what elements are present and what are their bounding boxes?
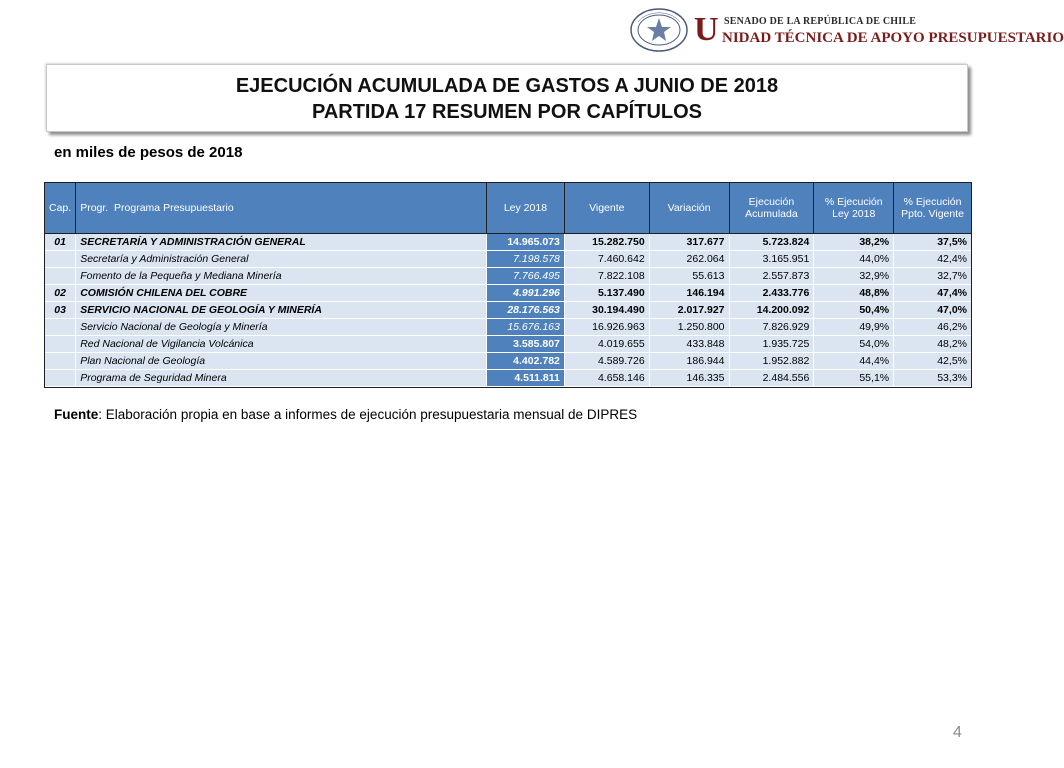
cell-vigente: 7.822.108 — [564, 268, 649, 285]
cell-pct-vigente: 48,2% — [894, 336, 972, 353]
cell-pct-ley: 49,9% — [814, 319, 894, 336]
header-ley: Ley 2018 — [487, 183, 565, 234]
cell-name: SECRETARÍA Y ADMINISTRACIÓN GENERAL — [76, 234, 487, 251]
cell-cap: 02 — [45, 285, 76, 302]
cell-pct-vigente: 53,3% — [894, 370, 972, 387]
cell-name: Red Nacional de Vigilancia Volcánica — [76, 336, 487, 353]
cell-ley: 4.402.782 — [487, 353, 565, 370]
cell-name: Servicio Nacional de Geología y Minería — [76, 319, 487, 336]
cell-ejecucion: 3.165.951 — [729, 251, 814, 268]
cell-pct-ley: 44,0% — [814, 251, 894, 268]
cell-name: Fomento de la Pequeña y Mediana Minería — [76, 268, 487, 285]
units-subtitle: en miles de pesos de 2018 — [54, 144, 243, 161]
cell-variacion: 433.848 — [649, 336, 729, 353]
cell-pct-ley: 38,2% — [814, 234, 894, 251]
cell-ejecucion: 1.935.725 — [729, 336, 814, 353]
cell-ejecucion: 7.826.929 — [729, 319, 814, 336]
header-pct-vigente: % Ejecución Ppto. Vigente — [894, 183, 972, 234]
cell-pct-ley: 32,9% — [814, 268, 894, 285]
cell-variacion: 317.677 — [649, 234, 729, 251]
cell-variacion: 262.064 — [649, 251, 729, 268]
cell-vigente: 4.658.146 — [564, 370, 649, 387]
cell-ley: 14.965.073 — [487, 234, 565, 251]
brand-unit-line: NIDAD TÉCNICA DE APOYO PRESUPUESTARIO — [722, 30, 1064, 46]
cell-ley: 7.766.495 — [487, 268, 565, 285]
cell-variacion: 186.944 — [649, 353, 729, 370]
header-variacion: Variación — [649, 183, 729, 234]
cell-variacion: 146.194 — [649, 285, 729, 302]
header-ejecucion: Ejecución Acumulada — [729, 183, 814, 234]
cell-vigente: 4.019.655 — [564, 336, 649, 353]
cell-variacion: 55.613 — [649, 268, 729, 285]
cell-pct-vigente: 47,0% — [894, 302, 972, 319]
header-programa — [76, 183, 487, 234]
cell-ley: 28.176.563 — [487, 302, 565, 319]
header-progr: Progr. — [80, 202, 109, 214]
cell-pct-vigente: 46,2% — [894, 319, 972, 336]
cell-name: Programa de Seguridad Minera — [76, 370, 487, 387]
header-vigente: Vigente — [564, 183, 649, 234]
cell-ley: 4.511.811 — [487, 370, 565, 387]
cell-pct-ley: 54,0% — [814, 336, 894, 353]
table-row — [45, 353, 972, 370]
page-number: 4 — [953, 724, 962, 741]
cell-ley: 7.198.578 — [487, 251, 565, 268]
cell-cap: 01 — [45, 234, 76, 251]
cell-vigente: 5.137.490 — [564, 285, 649, 302]
cell-variacion: 2.017.927 — [649, 302, 729, 319]
cell-ejecucion: 1.952.882 — [729, 353, 814, 370]
cell-vigente: 16.926.963 — [564, 319, 649, 336]
cell-ley: 15.676.163 — [487, 319, 565, 336]
cell-name: Secretaría y Administración General — [76, 251, 487, 268]
cell-cap — [45, 319, 76, 336]
cell-pct-ley: 55,1% — [814, 370, 894, 387]
page-title-line2: PARTIDA 17 RESUMEN POR CAPÍTULOS — [311, 101, 703, 123]
cell-pct-ley: 44,4% — [814, 353, 894, 370]
cell-pct-vigente: 37,5% — [894, 234, 972, 251]
cell-ley: 3.585.807 — [487, 336, 565, 353]
cell-ejecucion: 5.723.824 — [729, 234, 814, 251]
cell-ejecucion: 14.200.092 — [729, 302, 814, 319]
cell-name: Plan Nacional de Geología — [76, 353, 487, 370]
table-row — [45, 302, 972, 319]
title-box — [46, 64, 968, 132]
source-text: : Elaboración propia en base a informes de ejecución presupuestaria mensual de DIPRES — [98, 407, 638, 422]
brand-senado-line: SENADO DE LA REPÚBLICA DE CHILE — [724, 16, 917, 27]
cell-variacion: 1.250.800 — [649, 319, 729, 336]
cell-cap — [45, 370, 76, 387]
cell-vigente: 15.282.750 — [564, 234, 649, 251]
cell-pct-ley: 48,8% — [814, 285, 894, 302]
cell-cap — [45, 336, 76, 353]
budget-table — [44, 182, 972, 387]
cell-cap — [45, 353, 76, 370]
table-row — [45, 234, 972, 251]
cell-cap: 03 — [45, 302, 76, 319]
cell-vigente: 7.460.642 — [564, 251, 649, 268]
cell-ejecucion: 2.557.873 — [729, 268, 814, 285]
seal-icon — [630, 8, 688, 52]
cell-vigente: 30.194.490 — [564, 302, 649, 319]
table-header-row — [45, 183, 972, 234]
brand-initial: U — [694, 11, 719, 48]
source-label: Fuente — [54, 407, 99, 422]
cell-cap — [45, 268, 76, 285]
cell-pct-vigente: 47,4% — [894, 285, 972, 302]
cell-pct-vigente: 42,4% — [894, 251, 972, 268]
cell-pct-vigente: 42,5% — [894, 353, 972, 370]
header-cap: Cap. — [45, 183, 76, 234]
cell-pct-ley: 50,4% — [814, 302, 894, 319]
source-note — [54, 407, 637, 422]
table-row — [45, 336, 972, 353]
cell-vigente: 4.589.726 — [564, 353, 649, 370]
table-row — [45, 268, 972, 285]
cell-ejecucion: 2.433.776 — [729, 285, 814, 302]
cell-name: SERVICIO NACIONAL DE GEOLOGÍA Y MINERÍA — [76, 302, 487, 319]
table-row — [45, 285, 972, 302]
cell-ley: 4.991.296 — [487, 285, 565, 302]
senado-seal-logo — [630, 8, 688, 52]
table-row — [45, 319, 972, 336]
table-row — [45, 370, 972, 387]
cell-cap — [45, 251, 76, 268]
cell-variacion: 146.335 — [649, 370, 729, 387]
header-programa-label: Programa Presupuestario — [114, 202, 234, 214]
page-title-line1: EJECUCIÓN ACUMULADA DE GASTOS A JUNIO DE 2018 — [235, 75, 779, 97]
table-row — [45, 251, 972, 268]
header-pct-ley: % Ejecución Ley 2018 — [814, 183, 894, 234]
cell-name: COMISIÓN CHILENA DEL COBRE — [76, 285, 487, 302]
cell-pct-vigente: 32,7% — [894, 268, 972, 285]
cell-ejecucion: 2.484.556 — [729, 370, 814, 387]
